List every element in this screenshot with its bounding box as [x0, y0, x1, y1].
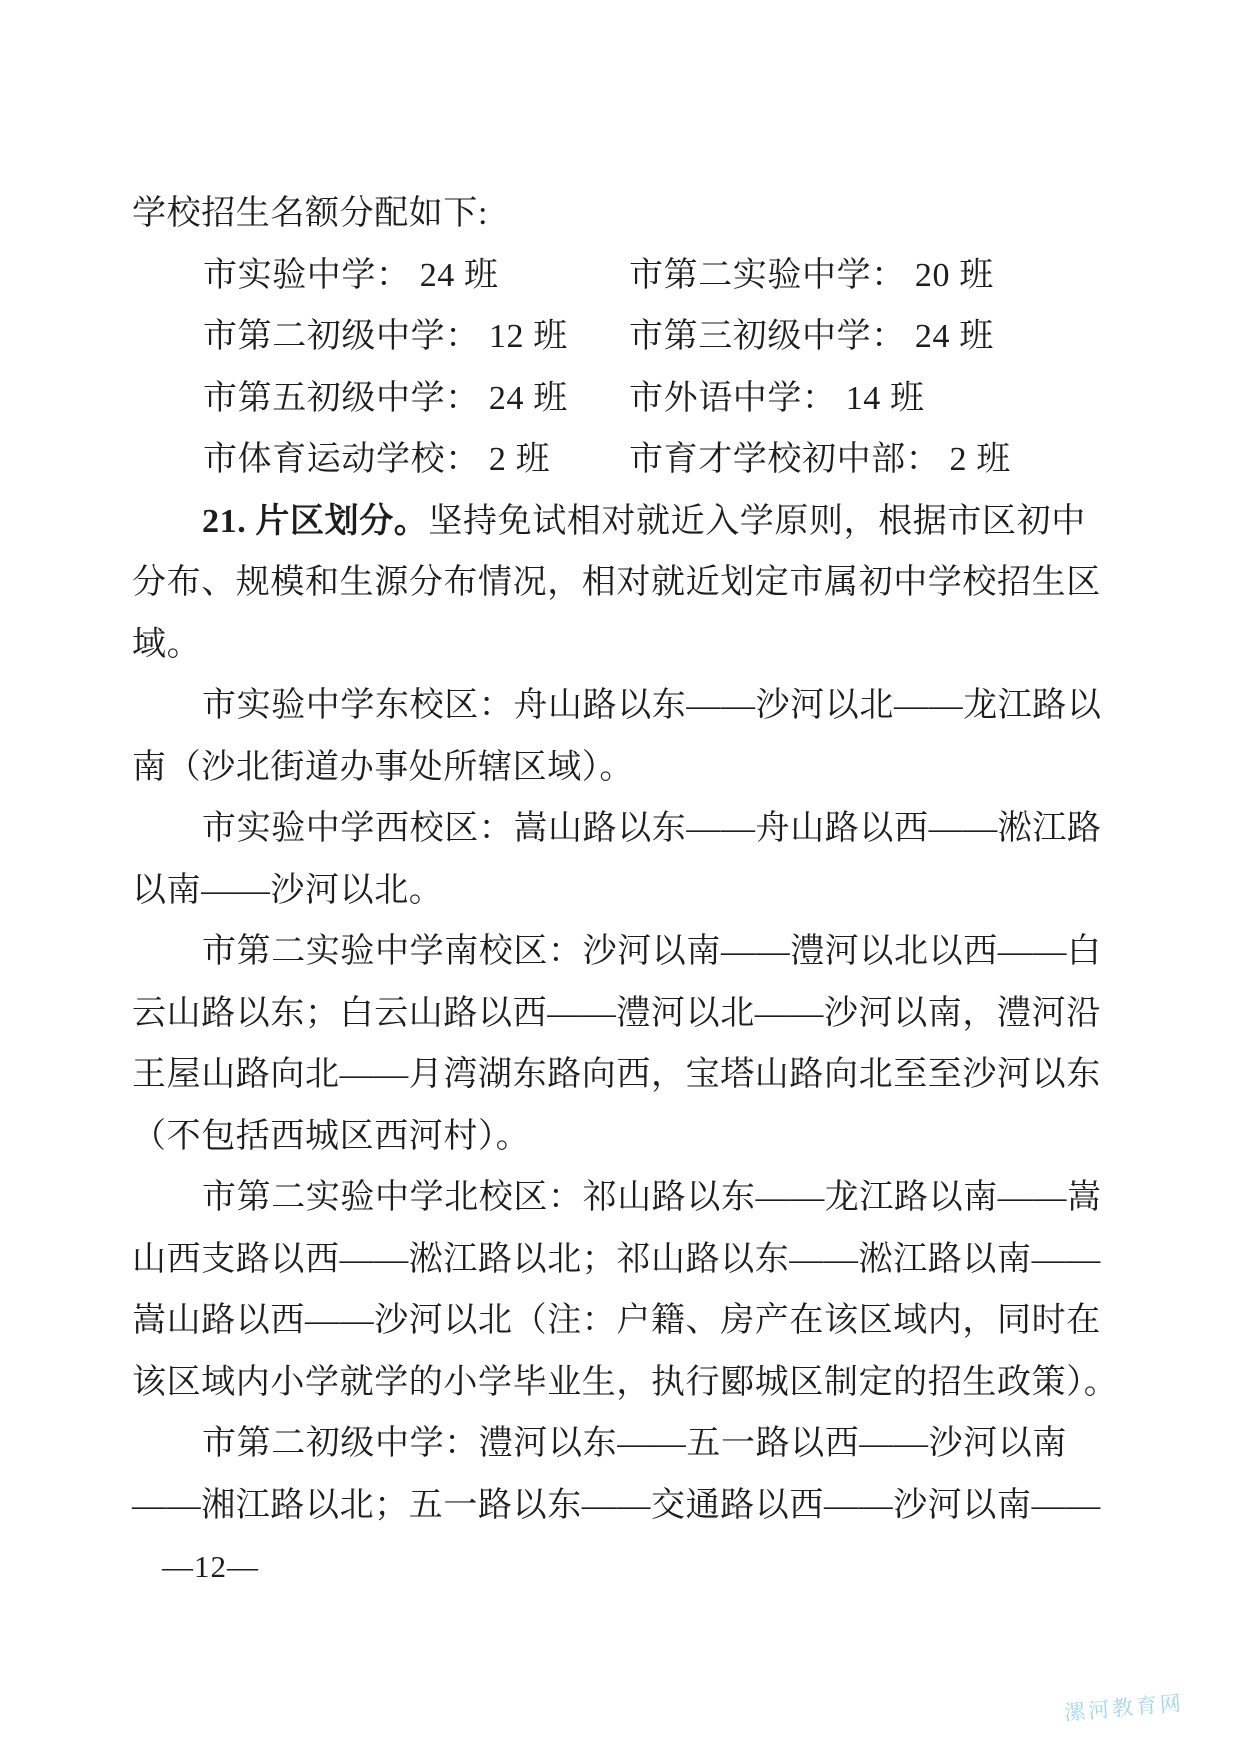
quota-row: [132, 429, 1112, 491]
para-north-campus-line: 山西支路以西——淞江路以北；祁山路以东——淞江路以南——: [132, 1240, 1101, 1278]
para-no2-school-line: ——湘江路以北；五一路以东——交通路以西——沙河以南——: [132, 1486, 1101, 1524]
quota-row: [132, 368, 1112, 430]
item21-heading-line: [132, 491, 1112, 553]
quota-row: [132, 306, 1112, 368]
quota-cell-left: 市第五初级中学： 24 班: [203, 379, 568, 417]
para-east-campus-line: 市实验中学东校区：舟山路以东——沙河以北——龙江路以: [202, 687, 1102, 724]
quota-row: [132, 245, 1112, 307]
quota-cell-right: 市第二实验中学： 20 班: [629, 256, 994, 294]
para-south-campus-line: 云山路以东；白云山路以西——澧河以北——沙河以南，澧河沿: [132, 994, 1101, 1032]
para-west-campus-line: 市实验中学西校区：嵩山路以东——舟山路以西——淞江路: [202, 810, 1102, 847]
item21-number-label: 21. 片区划分。: [202, 502, 429, 540]
quota-cell-right: 市育才学校初中部： 2 班: [629, 441, 1011, 478]
intro-line: 学校招生名额分配如下:: [132, 195, 489, 232]
para-south-campus-line: 市第二实验中学南校区：沙河以南——澧河以北以西——白: [202, 933, 1102, 970]
document-body: [132, 183, 1119, 1536]
quota-cell-left: 市体育运动学校： 2 班: [203, 441, 551, 478]
page-number: —12—: [162, 1549, 259, 1584]
para-south-campus-line: （不包括西城区西河村）。: [132, 1117, 531, 1155]
para-north-campus-line: 该区域内小学就学的小学毕业生，执行郾城区制定的招生政策）。: [132, 1363, 1119, 1401]
para-west-campus-line: 以南——沙河以北。: [132, 871, 444, 909]
quota-cell-right: 市第三初级中学： 24 班: [629, 318, 994, 355]
para-south-campus-line: 王屋山路向北——月湾湖东路向西，宝塔山路向北至至沙河以东: [132, 1056, 1101, 1093]
para-north-campus-line: 嵩山路以西——沙河以北（注：户籍、房产在该区域内，同时在: [132, 1302, 1101, 1339]
item21-line: 域。: [132, 625, 202, 663]
item21-text: 坚持免试相对就近入学原则，根据市区初中: [428, 502, 1086, 540]
para-no2-school-line: 市第二初级中学：澧河以东——五一路以西——沙河以南: [202, 1425, 1067, 1462]
watermark-stamp: 漯河教育网: [1063, 1690, 1185, 1726]
para-north-campus-line: 市第二实验中学北校区：祁山路以东——龙江路以南——嵩: [202, 1179, 1102, 1216]
para-east-campus-line: 南（沙北街道办事处所辖区域）。: [132, 748, 634, 786]
item21-line: 分布、规模和生源分布情况，相对就近划定市属初中学校招生区: [132, 564, 1101, 601]
quota-cell-left: 市第二初级中学： 12 班: [203, 318, 568, 355]
quota-cell-left: 市实验中学： 24 班: [203, 256, 499, 294]
quota-cell-right: 市外语中学： 14 班: [629, 379, 925, 417]
